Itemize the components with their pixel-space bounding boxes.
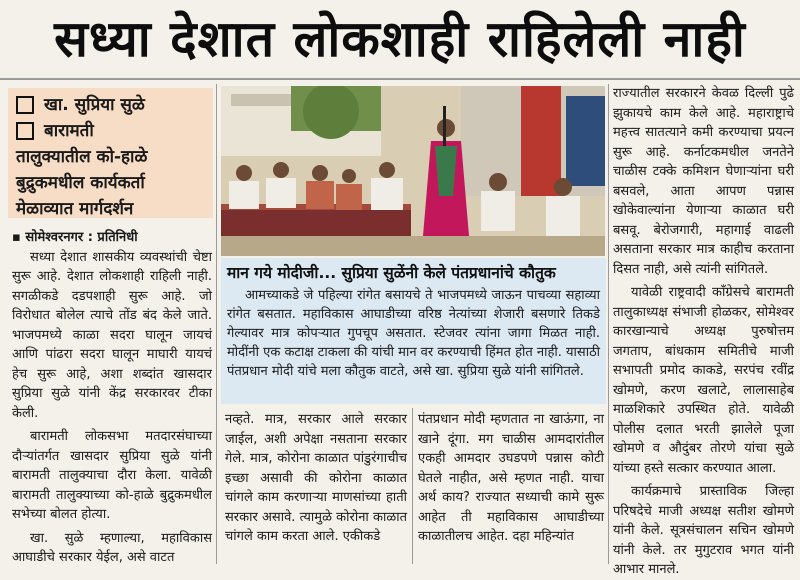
- event-photo-illustration: [221, 86, 605, 256]
- dateline: ▪ सोमेश्वरनगर : प्रतिनिधी: [12, 230, 138, 245]
- paragraph: नव्हते. मात्र, सरकार आले सरकार जाईल, अशी अपेक्षा नसताना सरकार गेले. मात्र, कोरोना काळात पांडुरंगाचीच इच्छा असावी की कोरोना काळात चांगले काम करणाऱ्या माणसांच्या हाती सरकार असावे. त्यामुळे कोरोना काळात चांगले काम करता आले. एकीकडे: [225, 412, 407, 544]
- paragraph: यावेळी राष्ट्रवादी काँग्रेसचे बारामती तालुकाध्यक्ष संभाजी होळकर, सोमेश्वर कारखान्याचे अध्यक्ष पुरुषोत्तम जगताप, बांधकाम समितीचे माजी सभापती प्रमोद काकडे, सरपंच रवींद्र खोमणे, करण खलाटे, लालासाहेब माळशिकारे उपस्थित होते. यावेळी पोलीस दलात भरती झालेले पूजा खोमणे व औदुंबर तोरणे यांचा सुळे यांच्या हस्ते सत्कार करण्यात आला.: [613, 285, 794, 476]
- paragraph: बारामती लोकसभा मतदारसंघाच्या दौऱ्यांतर्गत खासदार सुप्रिया सुळे यांनी बारामती तालुक्याचा दौरा केला. यावेळी बारामती तालुक्याच्या को-हाळे बुद्रुकमधील सभेच्या बोलत होत्या.: [12, 429, 212, 522]
- checkbox-icon: [16, 96, 34, 114]
- deck-subtitle: तालुक्यातील को-हाळे बुद्रुकमधील कार्यकर्ता मेळाव्यात मार्गदर्शन: [16, 147, 148, 219]
- checkbox-icon: [16, 122, 34, 140]
- column-divider: [216, 84, 217, 564]
- highlight-box: [221, 258, 606, 404]
- highlight-text: आमच्याकडे जे पहिल्या रांगेत बसायचे ते भाजपमध्ये जाऊन पाचव्या सहाव्या रांगेत बसतात. महाविकास आघाडीच्या वरिष्ठ नेत्यांच्या शेजारी बसणारे तिकडे गेल्यावर मात्र कोपऱ्यात गुपचूप असतात. स्टेजवर त्यांना जागा मिळत नाही. मोदींनी एक कटाक्ष टाकला की यांची मान वर करण्याची हिंमत होत नाही. यासाठी पंतप्रधान मोदी यांचे मला कौतुक वाटते, असे खा. सुप्रिया सुळे यांनी सांगितले.: [227, 288, 600, 379]
- paragraph: कार्यक्रमाचे प्रास्ताविक जिल्हा परिषदेचे माजी अध्यक्ष सतीश खोमणे यांनी केले. सूत्रसंचालन सचिन खोमणे यांनी केले. तर मुगुटराव भगत यांनी आभार मानले.: [613, 484, 794, 577]
- highlight-title: मान गये मोदीजी... सुप्रिया सुळेंनी केले पंतप्रधानांचे कौतुक: [227, 264, 556, 282]
- article-column-1: [12, 228, 212, 568]
- paragraph: खा. सुळे म्हणाल्या, महाविकास आघाडीचे सरकार येईल, असे वाटत: [12, 530, 212, 565]
- event-photo: [221, 86, 605, 256]
- paragraph: राज्यातील सरकारने केवळ दिल्ली पुढे झुकायचे काम केले आहे. महाराष्ट्राचे महत्त्व सातत्याने कमी करण्याचा प्रयत्न सुरू आहे. कर्नाटकमधील जनतेने चाळीस टक्के कमिशन घेणाऱ्यांना घरी बसवले, आता आपण पन्नास खोकेवाल्यांना येणाऱ्या काळात घरी बसवू. बेरोजगारी, महागाई वाढली असताना सरकार मात्र काहीच करताना दिसत नाही, असे त्यांनी सांगितले.: [613, 86, 794, 277]
- headline: सध्या देशात लोकशाही राहिलेली नाही: [0, 0, 800, 80]
- deck-bullet-2: बारामती: [16, 118, 205, 144]
- subheadline-box: [8, 88, 213, 218]
- paragraph: सध्या देशात शासकीय व्यवस्थांची चेष्टा सुरू आहे. देशात लोकशाही राहिली नाही. सगळीकडे दडपशाही सुरू आहे. जो विरोधात बोलेल त्याचे तोंड बंद केले जाते. भाजपमध्ये काळा सदरा घालून जायचं आणि पांढरा सदरा घालून माघारी यायचं हेच सुरू आहे, अशा शब्दांत खासदार सुप्रिया सुळे यांनी केंद्र सरकारवर टीका केली.: [12, 249, 212, 421]
- paragraph: पंतप्रधान मोदी म्हणतात ना खाऊंगा, ना खाने दूंगा. मग चाळीस आमदारांतील एकही आमदार उघडपणे पन्नास कोटी घेतले नाहीत, असे म्हणत नाही. याचा अर्थ काय? राज्यात सध्याची कामे सुरू आहेत ती महाविकास आघाडीच्या काळातीलच आहेत. दहा महिन्यांत: [418, 412, 604, 544]
- article-column-2: [225, 410, 407, 547]
- article-column-4: [613, 84, 794, 580]
- column-divider: [412, 408, 413, 564]
- article-column-3: [418, 410, 604, 547]
- deck-bullet-1: खा. सुप्रिया सुळे: [16, 92, 205, 118]
- column-divider: [608, 84, 609, 564]
